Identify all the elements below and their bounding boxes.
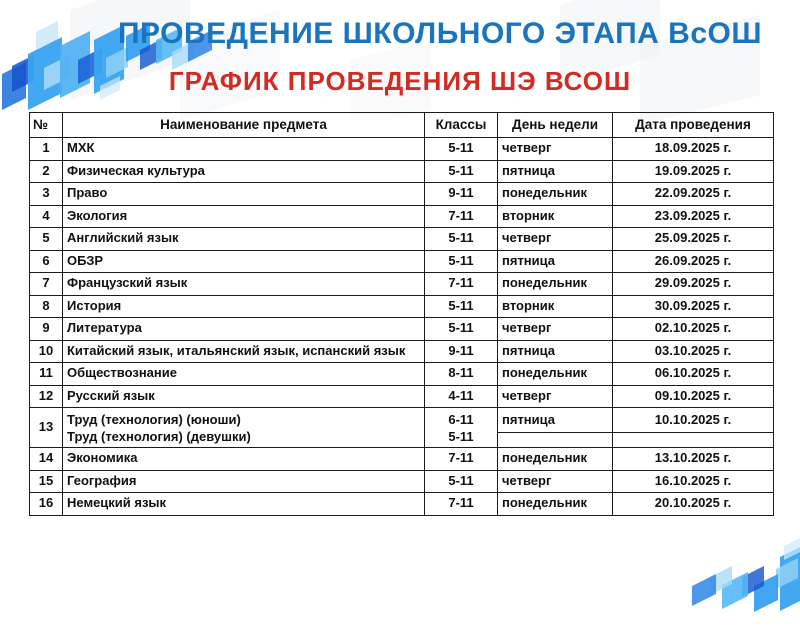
grades-cell: 7-11 (425, 205, 498, 228)
date-cell: 06.10.2025 г. (613, 363, 774, 386)
page-subtitle: ГРАФИК ПРОВЕДЕНИЯ ШЭ ВСОШ (168, 66, 632, 96)
row-number-cell: 9 (30, 318, 63, 341)
grades-cell: 4-11 (425, 385, 498, 408)
cell-line: 6-11 (448, 411, 474, 427)
date-cell: 09.10.2025 г. (613, 385, 774, 408)
grades-cell: 5-11 (425, 318, 498, 341)
table-row (30, 363, 774, 386)
grades-cell: 7-11 (425, 273, 498, 296)
subject-cell: Обществознание (63, 363, 425, 386)
date-cell: 23.09.2025 г. (613, 205, 774, 228)
subject-cell: МХК (63, 138, 425, 161)
row-number-cell: 14 (30, 448, 63, 471)
table-row (30, 493, 774, 516)
day-cell: понедельник (498, 273, 613, 296)
day-cell: пятница (498, 250, 613, 273)
day-cell: четверг (498, 228, 613, 251)
day-cell: понедельник (498, 183, 613, 206)
table-row (30, 138, 774, 161)
grades-cell: 5-11 (425, 160, 498, 183)
subject-cell (63, 408, 425, 448)
day-cell: пятница (498, 160, 613, 183)
page-title: ПРОВЕДЕНИЕ ШКОЛЬНОГО ЭТАПА ВсОШ (117, 17, 763, 50)
table-row (30, 228, 774, 251)
header-number: № (30, 113, 63, 138)
row-number-cell: 11 (30, 363, 63, 386)
grades-cell: 5-11 (425, 250, 498, 273)
subject-cell: Экономика (63, 448, 425, 471)
row-number-cell: 2 (30, 160, 63, 183)
row-number-cell: 8 (30, 295, 63, 318)
grades-cell: 5-11 (425, 138, 498, 161)
day-cell: пятница (498, 408, 613, 433)
table-row (30, 205, 774, 228)
day-cell: понедельник (498, 448, 613, 471)
row-number-cell: 10 (30, 340, 63, 363)
table-row (30, 408, 774, 433)
grades-cell: 5-11 (425, 228, 498, 251)
table-row (30, 340, 774, 363)
header-row (30, 113, 774, 138)
date-cell-empty (613, 433, 774, 448)
day-cell: четверг (498, 138, 613, 161)
date-cell: 03.10.2025 г. (613, 340, 774, 363)
subject-cell: История (63, 295, 425, 318)
day-cell: пятница (498, 340, 613, 363)
header-subject: Наименование предмета (63, 113, 425, 138)
table-row (30, 160, 774, 183)
subject-cell: Физическая культура (63, 160, 425, 183)
row-number-cell: 5 (30, 228, 63, 251)
date-cell: 02.10.2025 г. (613, 318, 774, 341)
subject-cell: Французский язык (63, 273, 425, 296)
subject-cell: География (63, 470, 425, 493)
cell-line: Труд (технология) (юноши) (67, 411, 241, 427)
date-cell: 26.09.2025 г. (613, 250, 774, 273)
subject-cell: Экология (63, 205, 425, 228)
day-cell: понедельник (498, 363, 613, 386)
row-number-cell: 15 (30, 470, 63, 493)
grades-cell (425, 408, 498, 448)
grades-cell: 8-11 (425, 363, 498, 386)
row-number-cell: 16 (30, 493, 63, 516)
date-cell: 20.10.2025 г. (613, 493, 774, 516)
grades-cell: 9-11 (425, 183, 498, 206)
schedule-table (29, 112, 774, 516)
cell-line: 5-11 (448, 428, 474, 444)
header-grades: Классы (425, 113, 498, 138)
day-cell: вторник (498, 205, 613, 228)
table-row (30, 470, 774, 493)
row-number-cell: 12 (30, 385, 63, 408)
logo-decoration-bottom-right-icon (688, 528, 800, 628)
date-cell: 10.10.2025 г. (613, 408, 774, 433)
grades-cell: 9-11 (425, 340, 498, 363)
subject-cell: Китайский язык, итальянский язык, испанский язык (63, 340, 425, 363)
table-row (30, 448, 774, 471)
date-cell: 25.09.2025 г. (613, 228, 774, 251)
table-row (30, 318, 774, 341)
date-cell: 13.10.2025 г. (613, 448, 774, 471)
row-number-cell: 1 (30, 138, 63, 161)
row-number-cell: 4 (30, 205, 63, 228)
row-number-cell: 6 (30, 250, 63, 273)
grades-cell: 7-11 (425, 448, 498, 471)
day-cell: понедельник (498, 493, 613, 516)
date-cell: 22.09.2025 г. (613, 183, 774, 206)
subject-cell: Русский язык (63, 385, 425, 408)
subject-cell: Право (63, 183, 425, 206)
grades-cell: 5-11 (425, 470, 498, 493)
table-row (30, 385, 774, 408)
row-number-cell: 3 (30, 183, 63, 206)
grades-cell: 7-11 (425, 493, 498, 516)
day-cell-empty (498, 433, 613, 448)
table-row (30, 250, 774, 273)
day-cell: вторник (498, 295, 613, 318)
day-cell: четверг (498, 318, 613, 341)
row-number-cell: 13 (30, 408, 63, 448)
date-cell: 29.09.2025 г. (613, 273, 774, 296)
subject-cell: Английский язык (63, 228, 425, 251)
table-row (30, 273, 774, 296)
table-row (30, 183, 774, 206)
date-cell: 19.09.2025 г. (613, 160, 774, 183)
table-row (30, 295, 774, 318)
grades-cell: 5-11 (425, 295, 498, 318)
cell-line: Труд (технология) (девушки) (67, 428, 251, 444)
row-number-cell: 7 (30, 273, 63, 296)
header-date: Дата проведения (613, 113, 774, 138)
date-cell: 18.09.2025 г. (613, 138, 774, 161)
subject-cell: Литература (63, 318, 425, 341)
header-day: День недели (498, 113, 613, 138)
day-cell: четверг (498, 470, 613, 493)
subject-cell: Немецкий язык (63, 493, 425, 516)
date-cell: 30.09.2025 г. (613, 295, 774, 318)
day-cell: четверг (498, 385, 613, 408)
date-cell: 16.10.2025 г. (613, 470, 774, 493)
subject-cell: ОБЗР (63, 250, 425, 273)
